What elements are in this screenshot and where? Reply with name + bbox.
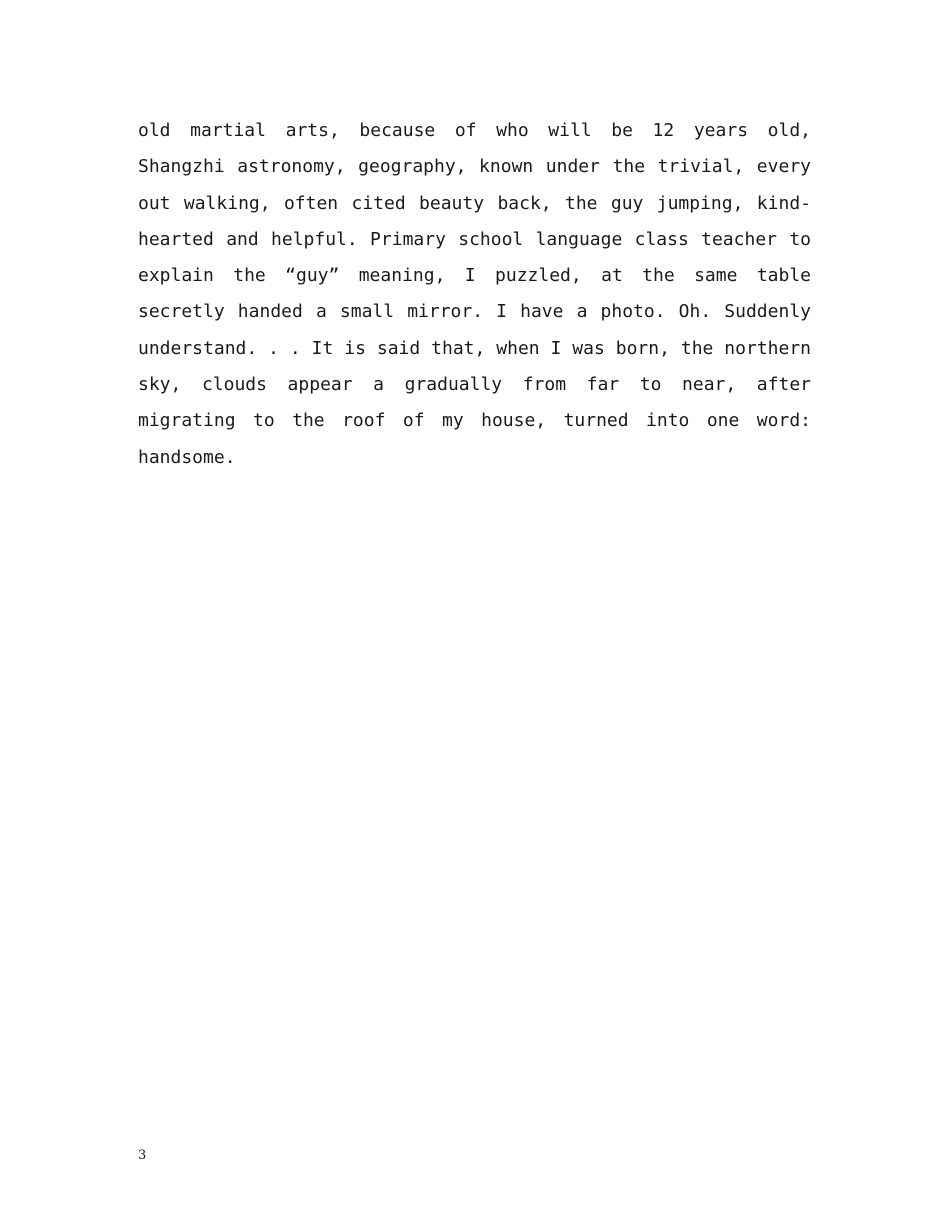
paragraph-line: migrating to the roof of my house, turned into one word:: [138, 410, 811, 432]
paragraph-line: Shangzhi astronomy, geography, known under the trivial, every: [138, 156, 811, 178]
page-number: 3: [138, 1148, 147, 1163]
paragraph-line: sky, clouds appear a gradually from far to near, after: [138, 374, 811, 396]
paragraph-line: old martial arts, because of who will be 12 years old,: [138, 120, 811, 141]
paragraph-line: understand. . . It is said that, when I was born, the northern: [138, 337, 811, 359]
paragraph-line: out walking, often cited beauty back, the guy jumping, kind-: [138, 192, 811, 214]
paragraph-line: explain the “guy” meaning, I puzzled, at the same table: [138, 265, 811, 287]
body-paragraph: [138, 113, 811, 476]
paragraph-line: secretly handed a small mirror. I have a photo. Oh. Suddenly: [138, 301, 811, 323]
paragraph-line: handsome.: [138, 446, 236, 468]
paragraph-line: hearted and helpful. Primary school language class teacher to: [138, 228, 811, 250]
